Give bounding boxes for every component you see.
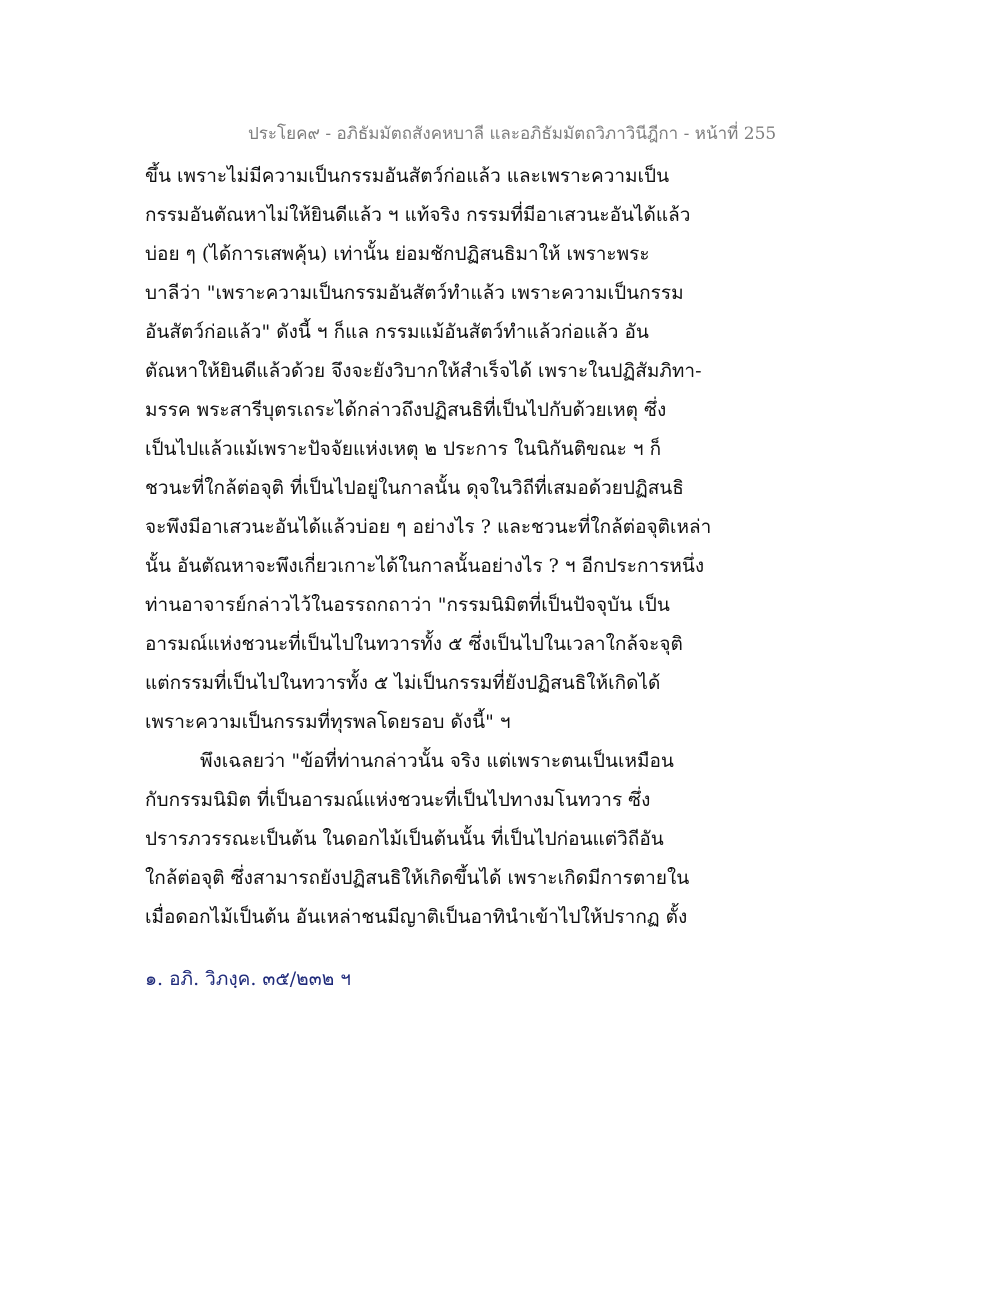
text-line: ขึ้น เพราะไม่มีความเป็นกรรมอันสัตว์ก่อแล้ว และเพราะความเป็น (145, 165, 670, 187)
body-text (145, 157, 725, 937)
text-line: แต่กรรมที่เป็นไปในทวารทั้ง ๕ ไม่เป็นกรรมที่ยังปฏิสนธิให้เกิดได้ (145, 672, 661, 694)
text-line: กรรมอันตัณหาไม่ให้ยินดีแล้ว ฯ แท้จริง กรรมที่มีอาเสวนะอันได้แล้ว (145, 204, 691, 226)
text-line: บาลีว่า "เพราะความเป็นกรรมอันสัตว์ทำแล้ว เพราะความเป็นกรรม (145, 282, 684, 304)
text-line: กับกรรมนิมิต ที่เป็นอารมณ์แห่งชวนะที่เป็นไปทางมโนทวาร ซึ่ง (145, 789, 651, 811)
paragraph-start-line: พึงเฉลยว่า "ข้อที่ท่านกล่าวนั้น จริง แต่เพราะตนเป็นเหมือน (200, 750, 674, 772)
text-line: เมื่อดอกไม้เป็นต้น อันเหล่าชนมีญาติเป็นอาทินำเข้าไปให้ปรากฏ ตั้ง (145, 906, 688, 928)
text-line: ปรารภวรรณะเป็นต้น ในดอกไม้เป็นต้นนั้น ที่เป็นไปก่อนแต่วิถีอัน (145, 828, 664, 850)
text-line: อารมณ์แห่งชวนะที่เป็นไปในทวารทั้ง ๕ ซึ่งเป็นไปในเวลาใกล้จะจุติ (145, 633, 683, 655)
text-line: ท่านอาจารย์กล่าวไว้ในอรรถกถาว่า "กรรมนิมิตที่เป็นปัจจุบัน เป็น (145, 594, 670, 616)
text-line: มรรค พระสารีบุตรเถระได้กล่าวถึงปฏิสนธิที่เป็นไปกับด้วยเหตุ ซึ่ง (145, 399, 667, 421)
text-line: จะพึงมีอาเสวนะอันได้แล้วบ่อย ๆ อย่างไร ? และชวนะที่ใกล้ต่อจุติเหล่า (145, 516, 712, 538)
running-header: ประโยค๙ - อภิธัมมัตถสังคหบาลี และอภิธัมมัตถวิภาวินีฎีกา - หน้าที่ 255 (248, 124, 777, 144)
text-line: ใกล้ต่อจุติ ซึ่งสามารถยังปฏิสนธิให้เกิดขึ้นได้ เพราะเกิดมีการตายใน (145, 867, 690, 889)
text-line: ชวนะที่ใกล้ต่อจุติ ที่เป็นไปอยู่ในกาลนั้น ดุจในวิถีที่เสมอด้วยปฏิสนธิ (145, 477, 684, 499)
text-line: เพราะความเป็นกรรมที่ทุรพลโดยรอบ ดังนี้" ฯ (145, 711, 511, 733)
text-line: นั้น อันตัณหาจะพึงเกี่ยวเกาะได้ในกาลนั้นอย่างไร ? ฯ อีกประการหนึ่ง (145, 555, 705, 577)
text-line: เป็นไปแล้วแม้เพราะปัจจัยแห่งเหตุ ๒ ประการ ในนิกันติขณะ ฯ ก็ (145, 438, 662, 460)
text-line: บ่อย ๆ (ได้การเสพคุ้น) เท่านั้น ย่อมชักปฏิสนธิมาให้ เพราะพระ (145, 243, 650, 265)
footnote: ๑. อภิ. วิภงฺค. ๓๕/๒๓๒ ฯ (145, 968, 351, 990)
text-line: ตัณหาให้ยินดีแล้วด้วย จึงจะยังวิบากให้สำเร็จได้ เพราะในปฏิสัมภิทา- (145, 360, 702, 382)
text-line: อันสัตว์ก่อแล้ว" ดังนี้ ฯ ก็แล กรรมแม้อันสัตว์ทำแล้วก่อแล้ว อัน (145, 321, 649, 343)
